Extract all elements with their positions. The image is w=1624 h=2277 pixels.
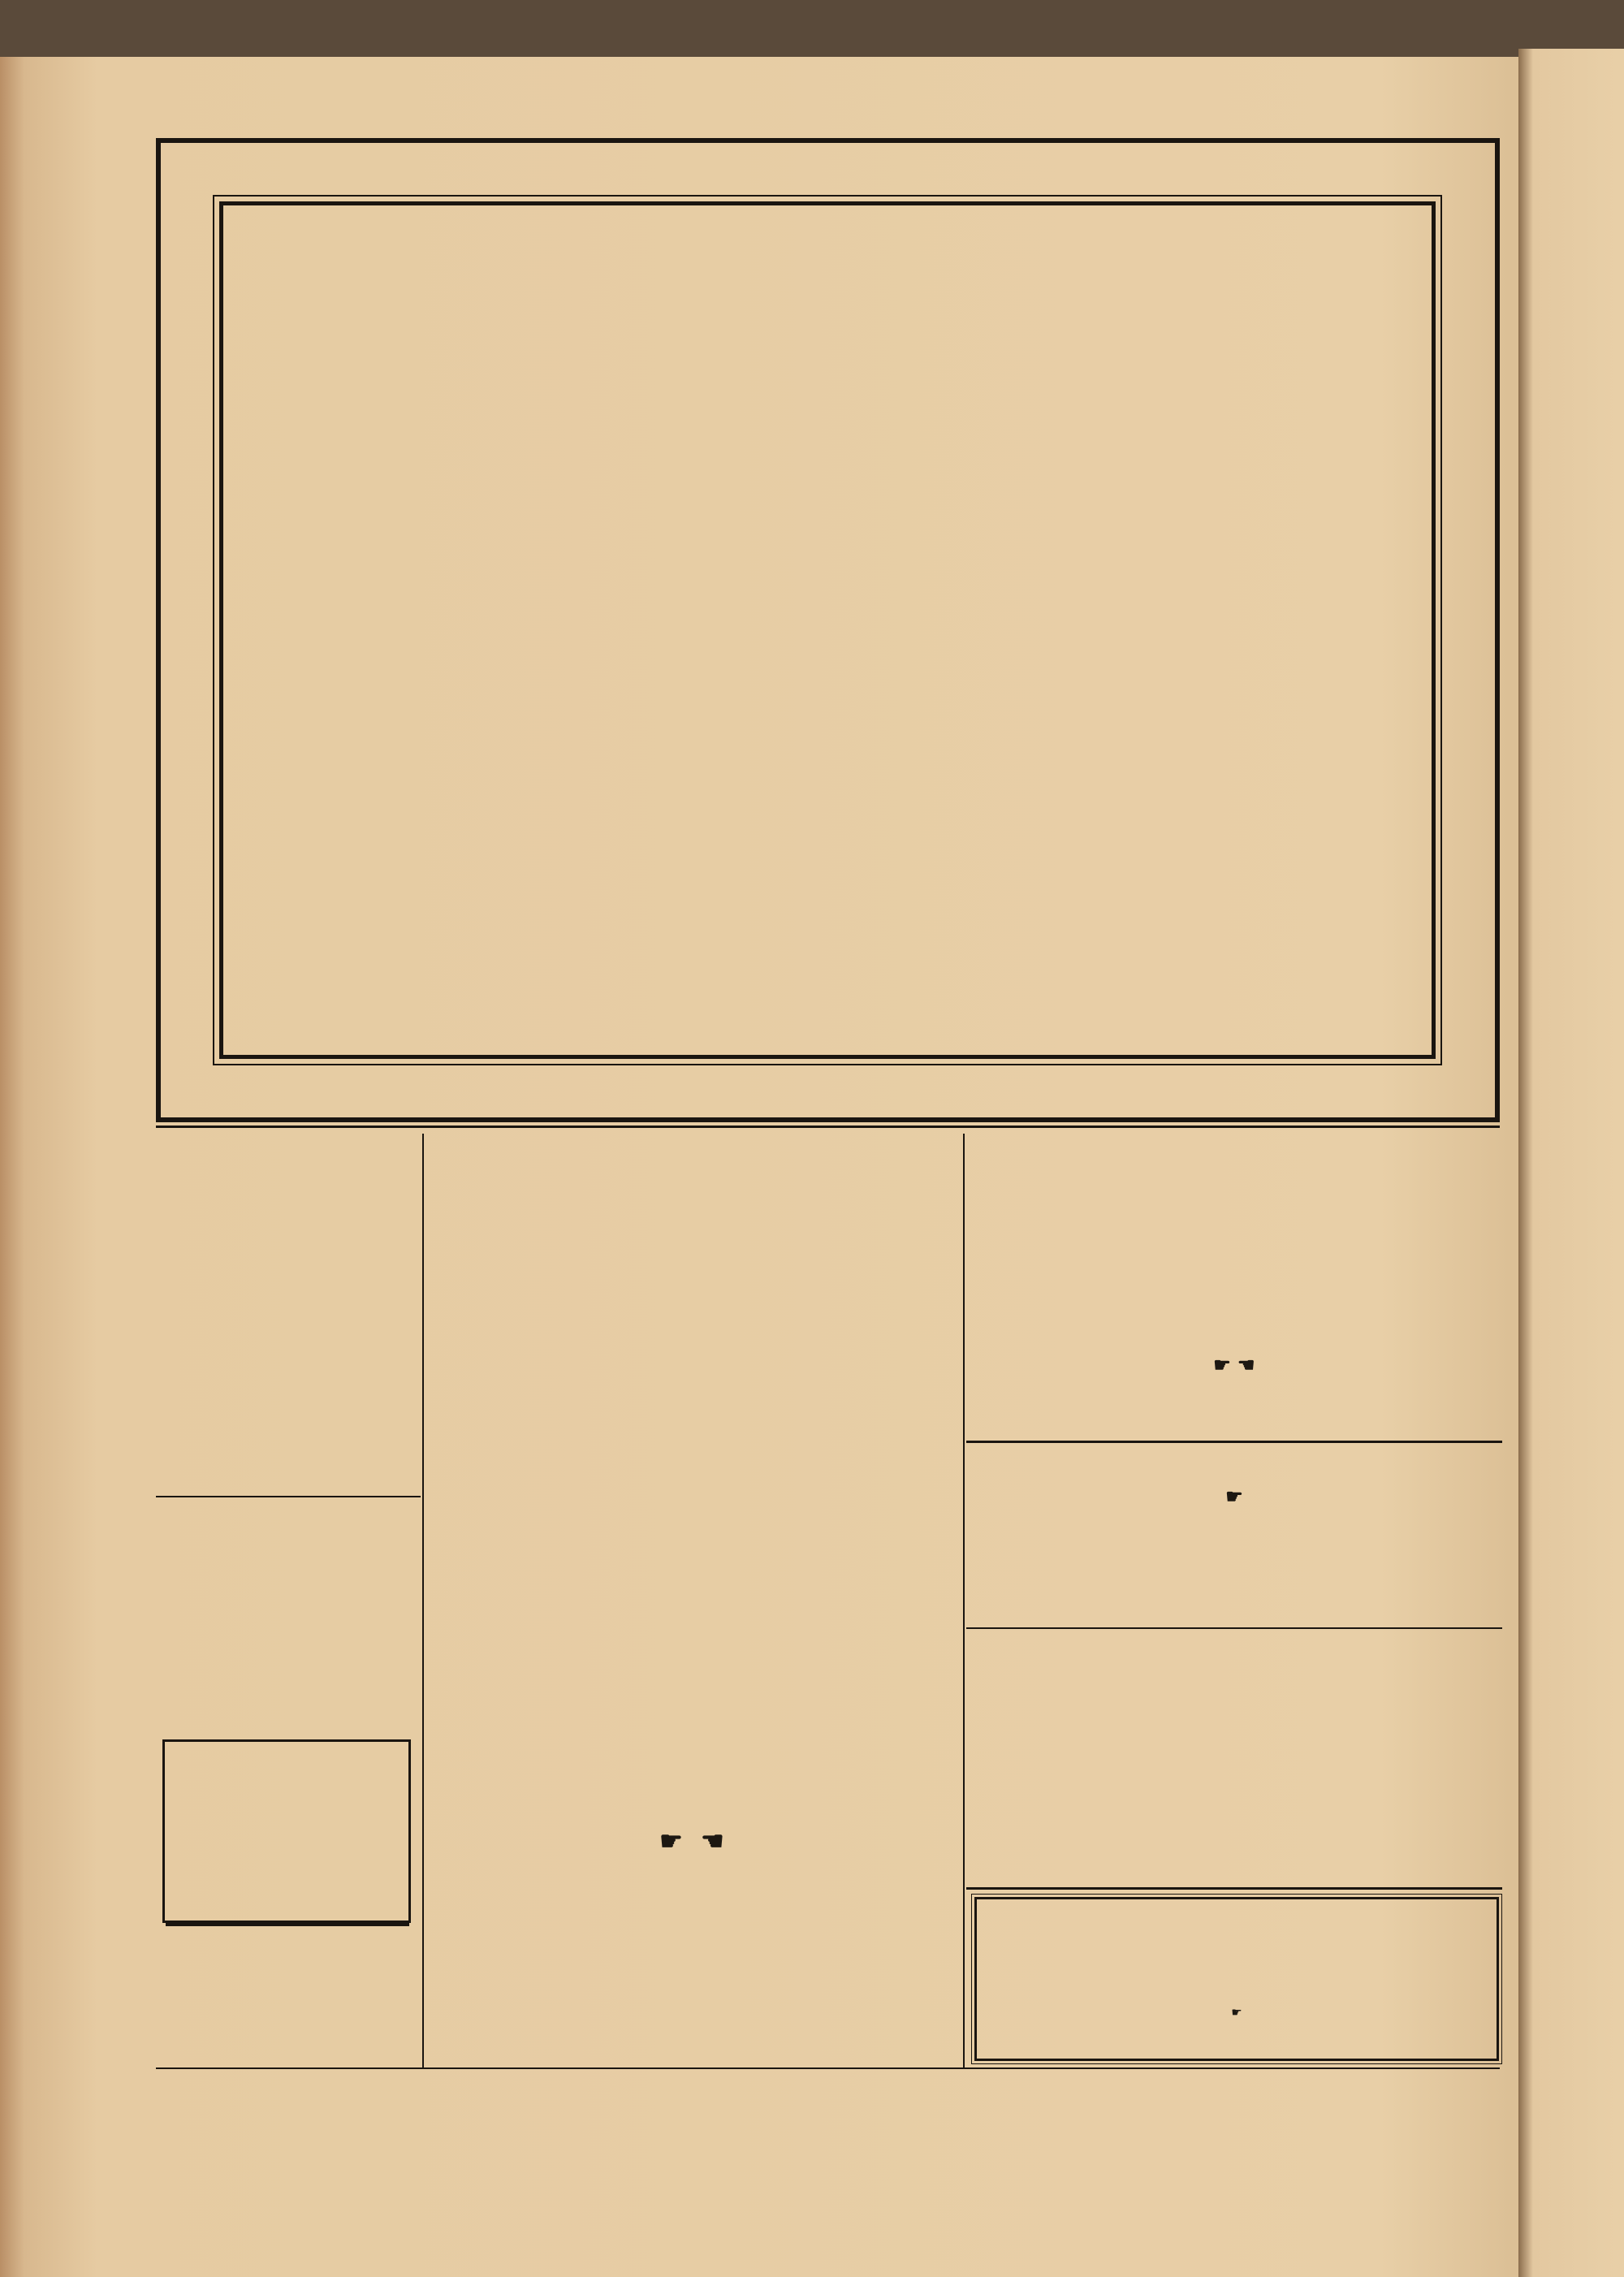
adjacent-page [1518, 49, 1624, 2277]
tillmanns-box [974, 1897, 1499, 2061]
steins-anfang [966, 1353, 1502, 1376]
border-dots-right [1451, 188, 1492, 1072]
pointing-hand-right-icon: ☛ [701, 1825, 724, 1856]
loewen-drogerie-box [162, 1739, 411, 1923]
clothing-ad [156, 138, 1500, 1122]
border-dots-top [164, 146, 1492, 187]
cross-border-left [429, 1710, 448, 2043]
pointing-hand-left-icon: ☛ [1225, 1484, 1243, 1508]
inner-frame [219, 201, 1436, 1059]
gesellschaft-sitzung [966, 1484, 1502, 1508]
column-divider-1 [422, 1134, 424, 2067]
pointing-hand-left-icon: ☛ [1213, 1353, 1231, 1376]
cross-border-right [935, 1710, 955, 2043]
column-1 [156, 1129, 421, 2071]
tillmanns-text-3 [977, 2005, 1497, 2020]
pointing-hand-left-icon: ☛ [659, 1825, 683, 1856]
saison-line-1 [434, 1199, 474, 1216]
border-dots-bottom [164, 1074, 1492, 1114]
gross-sattler [429, 1825, 955, 1856]
border-dots-left [164, 188, 205, 1072]
column-2 [425, 1129, 961, 2071]
pointing-hand-right-icon: ☛ [1237, 1353, 1255, 1376]
wein-diamond-border [425, 1372, 961, 1681]
divider [156, 1126, 1500, 1128]
pointing-hand-left-icon: ☛ [1231, 2005, 1242, 2020]
gross-box [429, 1689, 955, 2063]
column-3 [966, 1129, 1502, 2071]
bottom-divider [156, 2067, 1500, 2069]
column-divider-2 [963, 1134, 965, 2067]
